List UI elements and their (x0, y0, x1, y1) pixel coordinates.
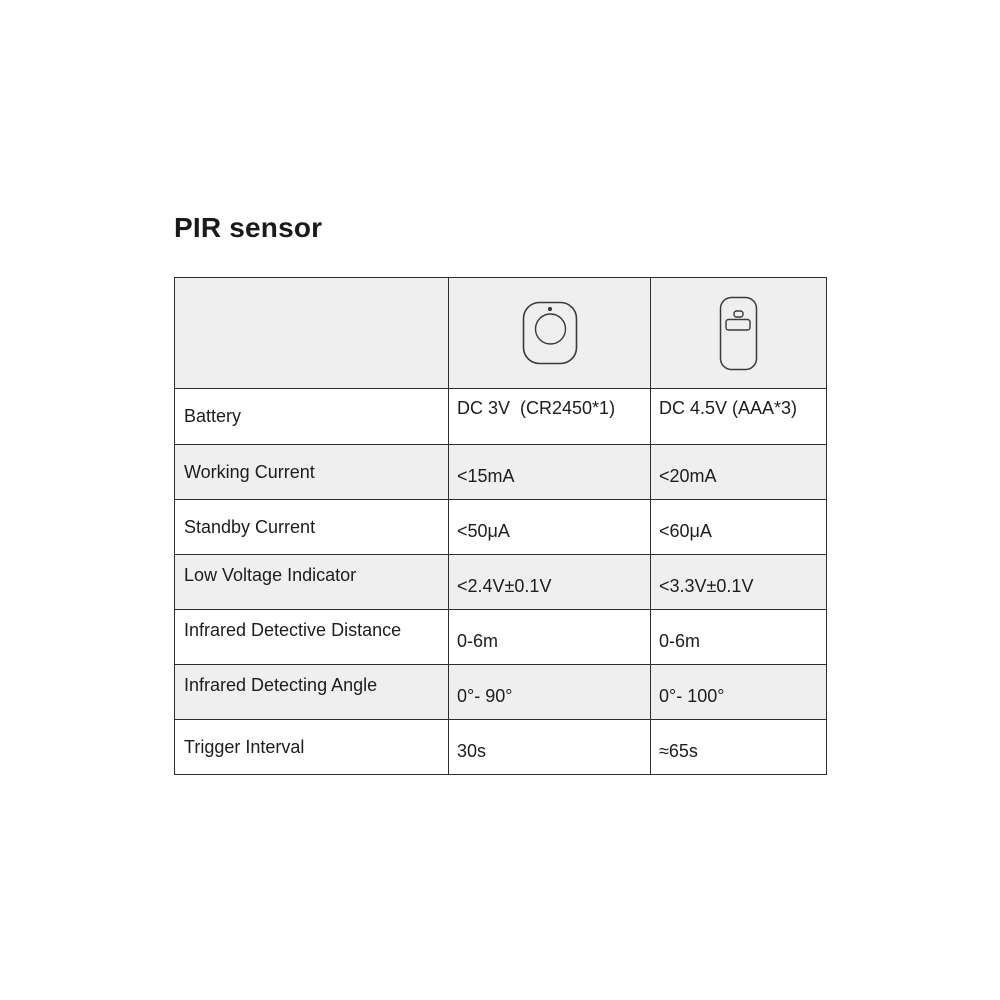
row-label: Low Voltage Indicator (175, 555, 449, 610)
row-value: 30s (449, 720, 651, 775)
row-value: <60μA (651, 500, 827, 555)
pir-spec-table (174, 277, 827, 775)
table-row (175, 389, 827, 445)
row-label: Standby Current (175, 500, 449, 555)
table-row (175, 665, 827, 720)
table-row (175, 555, 827, 610)
row-value: 0°- 90° (449, 665, 651, 720)
row-value: <15mA (449, 445, 651, 500)
table-row (175, 610, 827, 665)
row-label: Battery (175, 389, 449, 445)
row-label: Trigger Interval (175, 720, 449, 775)
row-label: Infrared Detective Distance (175, 610, 449, 665)
table-header-row (175, 278, 827, 389)
row-value: DC 4.5V (AAA*3) (651, 389, 827, 445)
table-row (175, 445, 827, 500)
row-value: ≈65s (651, 720, 827, 775)
row-value: 0-6m (651, 610, 827, 665)
row-value: <3.3V±0.1V (651, 555, 827, 610)
row-value: <2.4V±0.1V (449, 555, 651, 610)
table-row (175, 500, 827, 555)
tall-pir-sensor-icon (719, 296, 758, 371)
product-2-icon-cell (651, 278, 827, 389)
header-empty-cell (175, 278, 449, 389)
row-value: <20mA (651, 445, 827, 500)
row-value: 0-6m (449, 610, 651, 665)
row-label: Infrared Detecting Angle (175, 665, 449, 720)
page-title: PIR sensor (174, 212, 323, 243)
row-value: DC 3V (CR2450*1) (449, 389, 651, 445)
round-pir-sensor-icon (522, 301, 578, 365)
row-label: Working Current (175, 445, 449, 500)
row-value: 0°- 100° (651, 665, 827, 720)
table-row (175, 720, 827, 775)
product-1-icon-cell (449, 278, 651, 389)
row-value: <50μA (449, 500, 651, 555)
